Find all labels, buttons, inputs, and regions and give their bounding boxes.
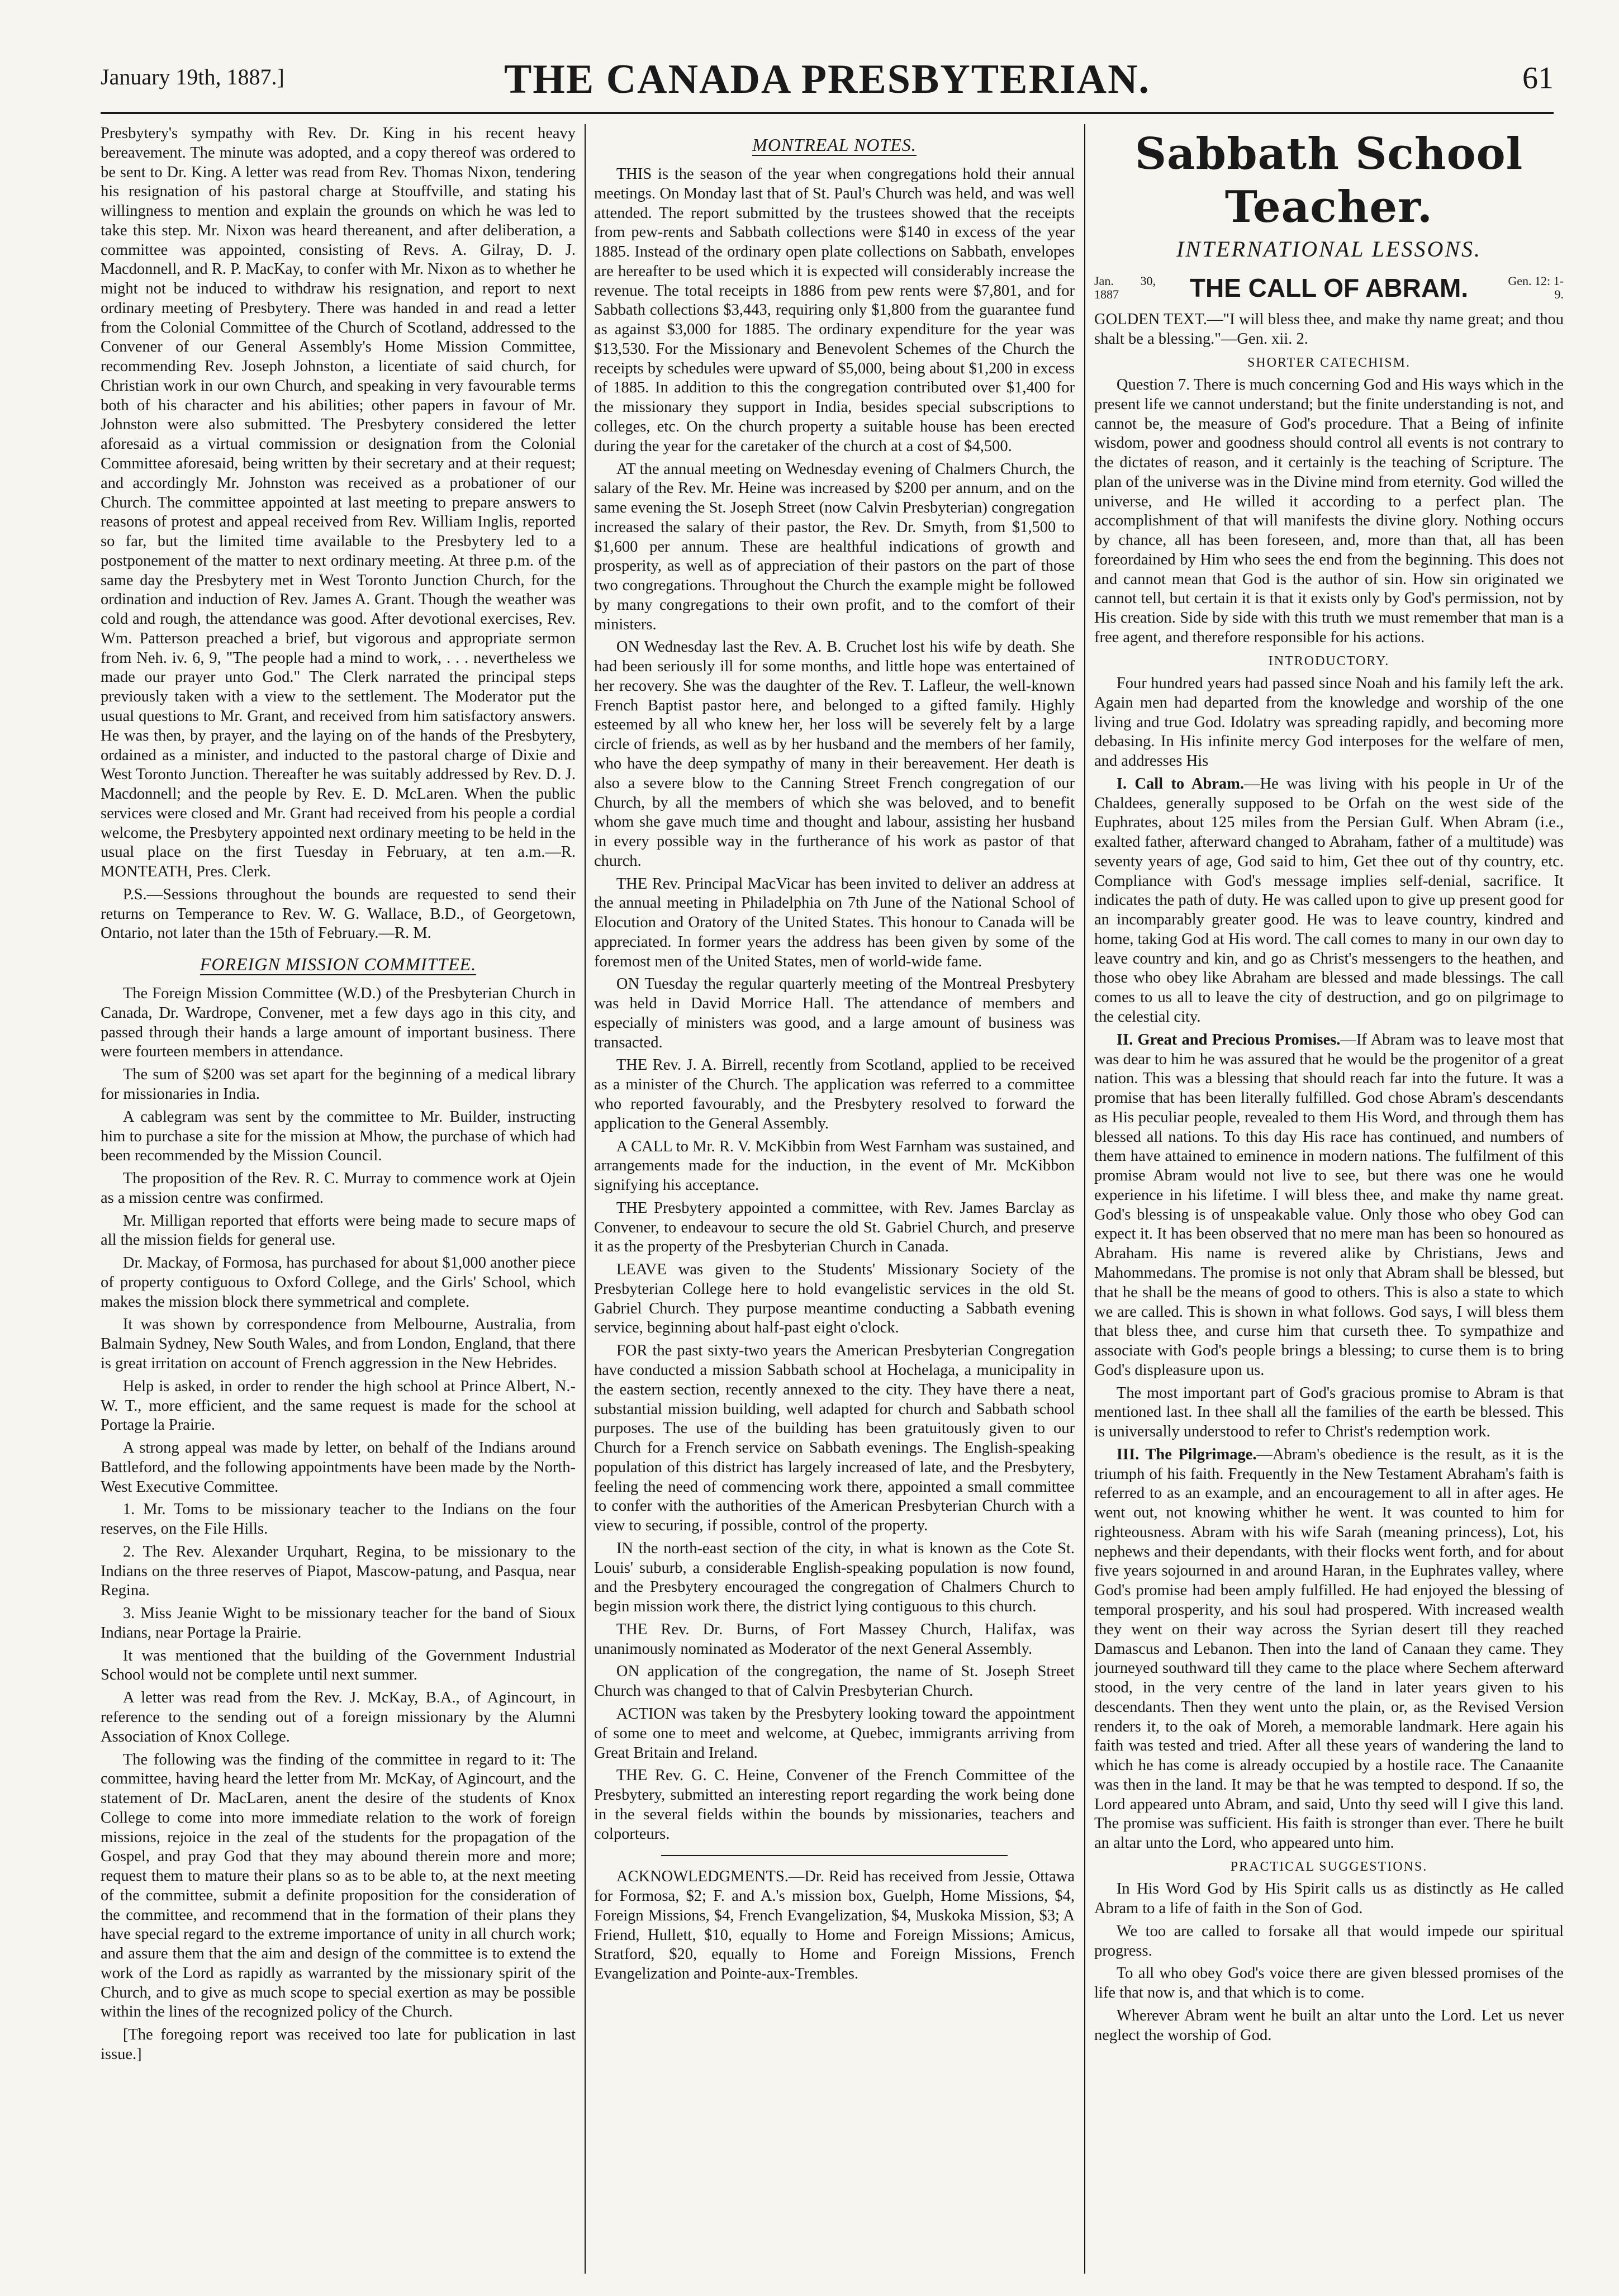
newspaper-title: THE CANADA PRESBYTERIAN.: [504, 56, 1151, 102]
foreign-mission-para: Help is asked, in order to render the high school at Prince Albert, N.-W. T., more efficient, and the same request is made for the school at Portage la Prairie.: [101, 1377, 576, 1434]
shorter-catechism-heading: SHORTER CATECHISM.: [1247, 355, 1411, 370]
presbytery-report-para: Presbytery's sympathy with Rev. Dr. King in his recent heavy bereavement. The minute was adopted, and a copy thereof was ordered to be sent to Dr. King. A letter was read from Rev. Thomas Nixon, tendering his resignation of his pastoral charge at Stouffville, and stating his willingness to mention and explain the grounds on which he was led to take this step. Mr. Nixon was heard thereanent, and after deliberation, a committee was appointed, consisting of Revs. A. Gilray, D. J. Macdonnell, and R. P. MacKay, to confer with Mr. Nixon as to whether he might not be induced to withdraw his resignation, and report to next ordinary meeting of Presbytery. There was handed in and read a letter from the Colonial Committee of the Church of Scotland, addressed to the Convener of our General Assembly's Home Mission Committee, recommending Rev. Joseph Johnston, a licentiate of said church, for Christian work in our own Church, and speaking in very favourable terms both of his character and his abilities; other papers in favour of Mr. Johnston were also submitted. The Presbytery considered the letter aforesaid as a virtual commission or designation from the Colonial Committee aforesaid, being written by their secretary and at their request; and accordingly Mr. Johnston was received as a probationer of our Church. The committee appointed at last meeting to prepare answers to reasons of protest and appeal received from Rev. William Inglis, reported so far, but the limited time available to the Presbytery led to a postponement of the matter to next ordinary meeting. At three p.m. of the same day the Presbytery met in West Toronto Junction Church, for the ordination and induction of Rev. James A. Grant. Though the weather was cold and rough, the attendance was good. After devotional exercises, Rev. Wm. Patterson preached a brief, but vigorous and appropriate sermon from Neh. iv. 6, 9, "The people had a mind to work, . . . nevertheless we made our prayer unto God." The Clerk narrated the principal steps previously taken with a view to the settlement. The Moderator put the usual questions to Mr. Grant, and received from him satisfactory answers. He was then, by prayer, and the laying on of the hands of the Presbytery, ordained as a minister, and inducted to the pastoral charge of Dixie and West Toronto Junction. Thereafter he was suitably addressed by Rev. D. J. Macdonnell; and the people by Rev. E. D. McLaren. When the public services were closed and Mr. Grant had received from his people a cordial welcome, the Presbytery appointed next ordinary meeting to be held in the usual place on the first Tuesday in February, at ten a.m.—R. MONTEATH, Pres. Clerk.: [101, 125, 576, 881]
presbytery-postscript: P.S.—Sessions throughout the bounds are requested to send their returns on Temperance to Rev. W. G. Wallace, B.D., of Georgetown, Ontario, not later than the 15th of February.—R. M.: [101, 885, 576, 942]
lesson-date: Jan. 30, 1887: [1094, 273, 1156, 302]
practical-suggestion: To all who obey God's voice there are given blessed promises of the life that now is, and that which is to come.: [1094, 1965, 1564, 2002]
foreign-mission-para: The sum of $200 was set apart for the beginning of a medical library for missionaries in India.: [101, 1066, 576, 1103]
lesson-header: [1094, 272, 1564, 303]
page-number: 61: [1522, 61, 1554, 96]
column-presbytery-foreign-mission: [101, 124, 576, 2274]
montreal-note-para: THE Rev. Dr. Burns, of Fort Massey Church, Halifax, was unanimously nominated as Moderator of the next General Assembly.: [594, 1620, 1075, 1658]
montreal-note-para: A CALL to Mr. R. V. McKibbin from West Farnham was sustained, and arrangements made for the induction, in the event of Mr. McKibbon signifying his acceptance.: [594, 1137, 1075, 1194]
foreign-mission-para: The following was the finding of the committee in regard to it: The committee, having heard the letter from Mr. McKay, of Agincourt, and the statement of Dr. MacLaren, anent the desire of the students of Knox College to come into more immediate relation to the work of foreign missions, rejoice in the zeal of the students for the propagation of the Gospel, and pray God that they may abound therein more and more; request them to mature their plans so as to be able to, at the next meeting of the committee, submit a definite proposition for the consideration of the committee, and recommend that in the formation of their plans they have special regard to the extreme importance of unity in all church work; and assure them that the aim and design of the committee is to extend the work of the Lord as rapidly as warranted by the missionary spirit of the Church, and to give as much scope to special exertion as may be possible within the lines of the recognized policy of the Church.: [101, 1751, 576, 2021]
editorial-note: [The foregoing report was received too late for publication in last issue.]: [101, 2026, 576, 2063]
practical-suggestion: We too are called to forsake all that would impede our spiritual progress.: [1094, 1922, 1564, 1960]
lesson-title: THE CALL OF ABRAM.: [1189, 273, 1469, 303]
foreign-mission-para: The Foreign Mission Committee (W.D.) of the Presbyterian Church in Canada, Dr. Wardrope, Convener, met a few days ago in this city, and passed through their hands a large amount of important business. There were fourteen members in attendance.: [101, 985, 576, 1061]
lesson-point-3: III. The Pilgrimage.—Abram's obedience is the result, as it is the triumph of his faith. Frequently in the New Testament Abraham's faith is referred to as an example, and an encouragement to all in after ages. He went out, not knowing whither he went. It was counted to him for righteousness. Abram with his wife Sarah (meaning princess), Lot, his nephews and their dependants, with their flocks went forth, and for about five years sojourned in and around Haran, in the Euphrates valley, where God's promise had been amply fulfilled. He had enjoyed the blessing of temporal prosperity, and his soul had prospered. With increased wealth they went on their way across the Syrian desert till they reached Damascus and Lebanon. Then into the land of Canaan they came. They journeyed southward till they came to the place where Sechem afterward stood, in the very centre of the land in later years given to his descendants. Then they went unto the plain, or, as the Revised Version renders it, to the oak of Moreh, a memorable landmark. Here again his faith was tested and tried. After all these years of wandering the land to which he has come is already occupied by a hostile race. The Canaanite was then in the land. It may be that he was tempted to despond. If so, the Lord appeared unto Abram, and said, Unto thy seed will I give this land. The promise was sufficient. His faith is stronger than ever. There he built an altar unto the Lord, who appeared unto him.: [1094, 1445, 1564, 1852]
montreal-note-para: THE Rev. Principal MacVicar has been invited to deliver an address at the annual meeting in Philadelphia on 7th June of the National School of Elocution and Oratory of the United States. This honour to Canada will be appreciated. In former years the address has been given by some of the foremost men of the United States, men of world-wide fame.: [594, 875, 1075, 970]
montreal-note-para: IN the north-east section of the city, in what is known as the Cote St. Louis' suburb, a considerable English-speaking population is now found, and the Presbytery encouraged the congregation of Chalmers Church to begin mission work there, the district lying contiguous to this church.: [594, 1539, 1075, 1616]
montreal-note-para: AT the annual meeting on Wednesday evening of Chalmers Church, the salary of the Rev. Mr. Heine was increased by $200 per annum, and on the same evening the St. Joseph Street (now Calvin Presbyterian) congregation increased the salary of their pastor, the Rev. Dr. Smyth, from $1,500 to $1,600 per annum. These are healthful indications of growth and prosperity, as well as of appreciation of their pastors on the part of those two congregations. Throughout the Church the example might be followed by many congregations to their own profit, and to the comfort of their ministers.: [594, 460, 1075, 633]
montreal-note-para: THE Presbytery appointed a committee, with Rev. James Barclay as Convener, to endeavour to secure the old St. Gabriel Church, and preserve it as the property of the Presbyterian Church in Canada.: [594, 1199, 1075, 1256]
montreal-notes-heading: MONTREAL NOTES.: [752, 135, 917, 155]
foreign-mission-para: A letter was read from the Rev. J. McKay, B.A., of Agincourt, in reference to the sending out of a foreign missionary by the Alumni Association of Knox College.: [101, 1689, 576, 1745]
practical-suggestions-heading: PRACTICAL SUGGESTIONS.: [1230, 1859, 1428, 1874]
montreal-note-para: ON Wednesday last the Rev. A. B. Cruchet lost his wife by death. She had been seriously ill for some months, and little hope was entertained of her recovery. She was the daughter of the Rev. T. Lafleur, the well-known French Baptist pastor here, and belonged to a gifted family. Highly esteemed by all who knew her, her loss will be severely felt by a large circle of friends, as well as by her husband and the members of her family, who have the deep sympathy of many in their bereavement. Her death is also a severe blow to the Canning Street French congregation of our Church, by all the members of which she was beloved, and to benefit whom she gave much time and thought and labour, assisting her husband in every possible way in the furtherance of his work as pastor of that church.: [594, 638, 1075, 870]
foreign-mission-para: The proposition of the Rev. R. C. Murray to commence work at Ojein as a mission centre was confirmed.: [101, 1170, 576, 1207]
lesson-point-1: I. Call to Abram.—He was living with his people in Ur of the Chaldees, generally supposed to be Orfah on the west side of the Euphrates, about 125 miles from the Persian Gulf. When Abram (i.e., exalted father, afterward changed to Abraham, father of a multitude) was seventy years of age, God said to him, Get thee out of thy country, etc. Compliance with God's message implies self-denial, sacrifice. It indicates the path of duty. He was called upon to give up present good for an incomparably greater good. He was to leave country, kindred and home, taking God at His word. The call comes to many in our own day to leave country and kin, and go as Christ's messengers to the heathen, and those who obey like Abraham are blessed and made blessings. The call comes to us all to leave the city of destruction, and go on pilgrimage to the celestial city.: [1094, 775, 1564, 1026]
column-sabbath-school: [1094, 124, 1564, 2274]
practical-suggestion: In His Word God by His Spirit calls us as distinctly as He called Abram to a life of faith in the Son of God.: [1094, 1880, 1564, 1917]
lesson-point-2: II. Great and Precious Promises.—If Abram was to leave most that was dear to him he was assured that he would be the progenitor of a great nation. This was a blessing that should reach far into the future. It was a promise that has been literally fulfilled. God chose Abram's descendants as His peculiar people, revealed to them His Word, and through them has blessed all nations. To this day His race has continued, and numbers of them have attained to eminence in modern nations. The fulfilment of this promise Abram would not live to see, but there was one he would experience in his lifetime. I will bless thee, and make thy name great. God's blessing is of unspeakable value. Only those who obey God can expect it. It has been observed that no mere man has been so honoured as Abraham. His name is revered alike by Christians, Jews and Mahommedans. The promise is not only that Abram shall be blessed, but that he shall be the means of good to others. This is also a state to which we are called. This is shown in what follows. God says, I will bless them that bless thee, and curse him that curseth thee. To sympathize and associate with God's people brings a blessing; to curse them is to bring God's displeasure upon us.: [1094, 1031, 1564, 1379]
point-3-title: III. The Pilgrimage.: [1116, 1445, 1257, 1463]
montreal-note-para: ACTION was taken by the Presbytery looking toward the appointment of some one to meet and welcome, at Quebec, immigrants arriving from Great Britain and Ireland.: [594, 1705, 1075, 1762]
foreign-mission-para: It was shown by correspondence from Melbourne, Australia, from Balmain Sydney, New South Wales, and from London, England, that there is great irritation on account of French aggression in the New Hebrides.: [101, 1316, 576, 1372]
issue-date: January 19th, 1887.]: [101, 64, 284, 89]
column-rule-left: [585, 124, 586, 2274]
montreal-note-para: THIS is the season of the year when congregations hold their annual meetings. On Monday last that of St. Paul's Church was held, and was well attended. The report submitted by the trustees showed that the receipts from pew-rents and Sabbath collections were $140 in excess of the year 1885. Instead of the ordinary open plate collections on Sabbath, envelopes are hereafter to be used which it is expected will considerably increase the revenue. The total receipts in 1886 from pew rents were $7,801, and for Sabbath collections $3,443, requiring only $1,800 from the guarantee fund as against $3,000 for 1885. The ordinary expenditure for the year was $13,530. For the Missionary and Benevolent Schemes of the Church the receipts by schedules were upward of $5,000, being about $1,200 in excess of 1885. In addition to this the congregation contributed over $1,400 for the missionary they support in India, besides special subscriptions to colleges, etc. On the church property a suitable house has been erected during the year for the caretaker of the church at a cost of $4,500.: [594, 165, 1075, 455]
foreign-mission-para: 2. The Rev. Alexander Urquhart, Regina, to be missionary to the Indians on the three reserves of Piapot, Mascow-patung, and Pasqua, near Regina.: [101, 1543, 576, 1600]
point-2-title: II. Great and Precious Promises.: [1116, 1031, 1341, 1049]
foreign-mission-para: It was mentioned that the building of the Government Industrial School would not be complete until next summer.: [101, 1647, 576, 1684]
international-lessons-subhead: INTERNATIONAL LESSONS.: [1176, 236, 1482, 262]
montreal-note-para: ON Tuesday the regular quarterly meeting of the Montreal Presbytery was held in David Morrice Hall. The attendance of members and especially of ministers was good, and a large amount of business was transacted.: [594, 975, 1075, 1051]
montreal-note-para: ON application of the congregation, the name of St. Joseph Street Church was changed to that of Calvin Presbyterian Church.: [594, 1663, 1075, 1700]
lesson-point-2-cont: The most important part of God's gracious promise to Abram is that mentioned last. In thee shall all the families of the earth be blessed. This is universally understood to refer to Christ's redemption work.: [1094, 1384, 1564, 1441]
introductory-para: Four hundred years had passed since Noah and his family left the ark. Again men had departed from the knowledge and worship of the one living and true God. Idolatry was spreading rapidly, and becoming more debasing. In His infinite mercy God interposes for the welfare of men, and addresses His: [1094, 675, 1564, 770]
foreign-mission-para: A cablegram was sent by the committee to Mr. Builder, instructing him to purchase a site for the mission at Mhow, the purchase of which had been recommended by the Mission Council.: [101, 1108, 576, 1165]
foreign-mission-heading: FOREIGN MISSION COMMITTEE.: [200, 954, 477, 975]
golden-text: GOLDEN TEXT.—"I will bless thee, and make thy name great; and thou shalt be a blessing."—Gen. xii. 2.: [1094, 311, 1564, 348]
sabbath-school-banner: Sabbath School Teacher.: [1134, 129, 1523, 233]
acknowledgments: ACKNOWLEDGMENTS.—Dr. Reid has received from Jessie, Ottawa for Formosa, $2; F. and A.'s mission box, Guelph, Home Missions, $4, Foreign Missions, $4, French Evangelization, $4, Muskoka Mission, $3; A Friend, Hullett, $10, equally to Home and Foreign Missions; Amicus, Stratford, $20, equally to Home and Foreign Missions, French Evangelization and Pointe-aux-Trembles.: [594, 1868, 1075, 1983]
foreign-mission-para: Mr. Milligan reported that efforts were being made to secure maps of all the mission fields for general use.: [101, 1212, 576, 1249]
masthead: [101, 45, 1554, 114]
lesson-scripture-ref: Gen. 12: 1-9.: [1508, 273, 1564, 302]
column-rule-right: [1084, 124, 1085, 2274]
montreal-note-para: LEAVE was given to the Students' Missionary Society of the Presbyterian College here to hold evangelistic services in the old St. Gabriel Church. They purpose meantime conducting a Sabbath evening service, beginning about half-past eight o'clock.: [594, 1261, 1075, 1337]
foreign-mission-para: A strong appeal was made by letter, on behalf of the Indians around Battleford, and the following appointments have been made by the North-West Executive Committee.: [101, 1439, 576, 1496]
montreal-note-para: THE Rev. G. C. Heine, Convener of the French Committee of the Presbytery, submitted an interesting report regarding the work being done in the several fields within the bounds by missionaries, teachers and colporteurs.: [594, 1767, 1075, 1843]
introductory-heading: INTRODUCTORY.: [1268, 653, 1390, 668]
section-divider: [661, 1855, 1008, 1856]
catechism-para: Question 7. There is much concerning God and His ways which in the present life we cannot understand; but the finite understanding is not, and cannot be, the measure of God's procedure. That a Being of infinite wisdom, power and goodness should control all events is not contrary to the dictates of reason, and it certainly is the teaching of Scripture. The plan of the universe was in the Divine mind from eternity. God willed the universe, and He willed it according to a perfect plan. The accomplishment of that will manifests the divine glory. Nothing occurs by chance, all has been foreseen, and, more than that, all has been foreordained by Him who sees the end from the beginning. This does not and cannot mean that God is the author of sin. How sin originated we cannot tell, but certain it is that it exists only by God's permission, not by His creation. Side by side with this truth we must remember that man is a free agent, and therefore responsible for his actions.: [1094, 376, 1564, 646]
foreign-mission-para: 3. Miss Jeanie Wight to be missionary teacher for the band of Sioux Indians, near Portage la Prairie.: [101, 1605, 576, 1642]
montreal-note-para: THE Rev. J. A. Birrell, recently from Scotland, applied to be received as a minister of the Church. The application was referred to a committee who reported favourably, and the Presbytery resolved to forward the application to the General Assembly.: [594, 1056, 1075, 1132]
practical-suggestion: Wherever Abram went he built an altar unto the Lord. Let us never neglect the worship of God.: [1094, 2006, 1564, 2044]
column-montreal-notes: [594, 124, 1075, 2274]
foreign-mission-para: Dr. Mackay, of Formosa, has purchased for about $1,000 another piece of property contiguous to Oxford College, and the Girls' School, which makes the mission block there symmetrical and complete.: [101, 1254, 576, 1311]
montreal-note-para: FOR the past sixty-two years the American Presbyterian Congregation have conducted a mission Sabbath school at Hochelaga, a municipality in the eastern section, recently annexed to the city. They have there a neat, substantial mission building, well adapted for church and Sabbath school purposes. The use of the building has been gratuitously given to our Church for a French service on Sabbath evenings. The English-speaking population of this district has largely increased of late, and the Presbytery, feeling the need of commencing work there, appointed a small committee to confer with the authorities of the American Presbyterian Church with a view to securing, if possible, control of the property.: [594, 1342, 1075, 1535]
point-1-title: I. Call to Abram.: [1116, 775, 1245, 793]
foreign-mission-para: 1. Mr. Toms to be missionary teacher to the Indians on the four reserves, on the File Hills.: [101, 1501, 576, 1538]
